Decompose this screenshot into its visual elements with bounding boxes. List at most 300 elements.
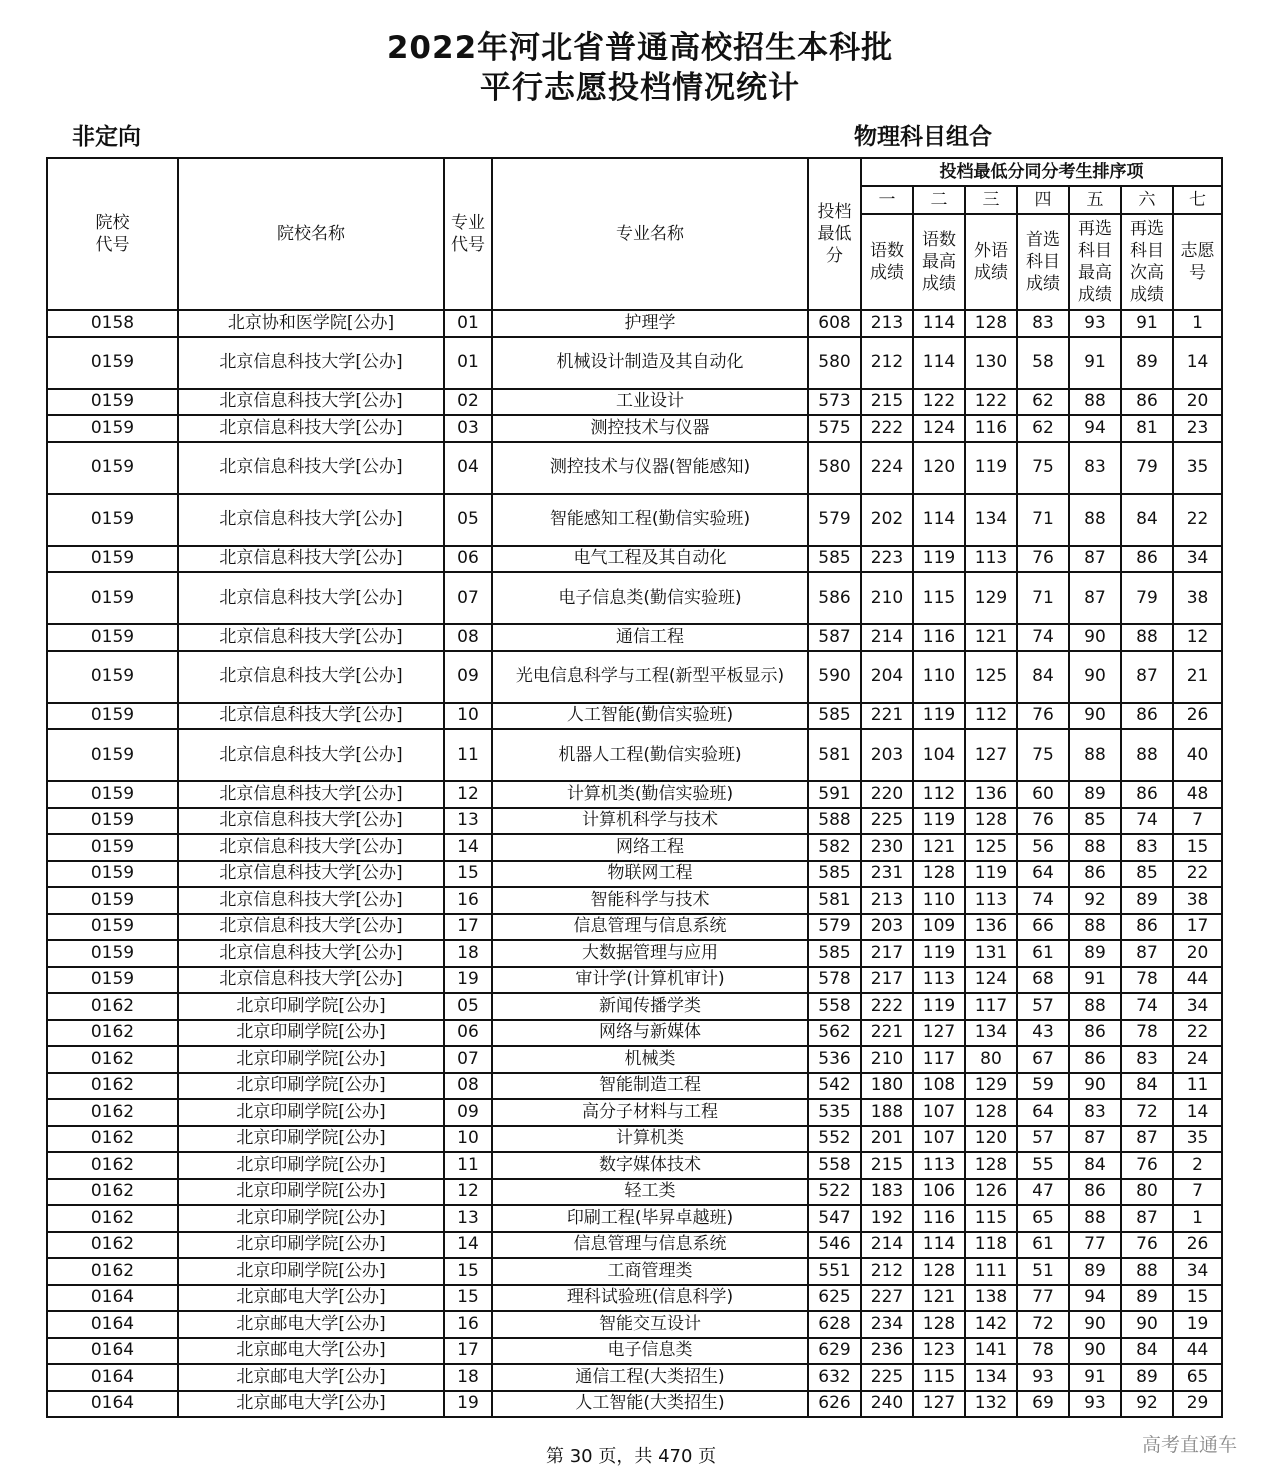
tiebreak-3-cell: 116: [965, 415, 1017, 442]
major-name-cell: 通信工程(大类招生): [492, 1364, 808, 1391]
min-score-cell: 579: [808, 494, 861, 546]
tiebreak-3-cell: 120: [965, 1126, 1017, 1153]
major-name-cell: 数字媒体技术: [492, 1152, 808, 1179]
tiebreak-7-cell: 21: [1173, 651, 1222, 703]
tiebreak-1-cell: 213: [861, 887, 913, 914]
tiebreak-4-cell: 75: [1017, 729, 1069, 781]
tiebreak-3-cell: 129: [965, 1073, 1017, 1100]
tiebreak-1-cell: 192: [861, 1205, 913, 1232]
table-row: [47, 624, 1222, 651]
table-row: [47, 914, 1222, 941]
school-name-cell: 北京信息科技大学[公办]: [178, 546, 444, 573]
major-name-cell: 高分子材料与工程: [492, 1099, 808, 1126]
header-order-6: 六: [1121, 186, 1173, 214]
school-name-cell: 北京印刷学院[公办]: [178, 1179, 444, 1206]
school-code-cell: 0159: [47, 808, 178, 835]
subject-group-label: 物理科目组合: [854, 124, 992, 150]
tiebreak-1-cell: 225: [861, 1364, 913, 1391]
tiebreak-4-cell: 62: [1017, 389, 1069, 416]
major-code-cell: 05: [444, 494, 492, 546]
tiebreak-1-cell: 214: [861, 1232, 913, 1259]
tiebreak-3-cell: 136: [965, 914, 1017, 941]
tiebreak-6-cell: 88: [1121, 624, 1173, 651]
min-score-cell: 536: [808, 1046, 861, 1073]
major-name-cell: 审计学(计算机审计): [492, 967, 808, 994]
school-code-cell: 0162: [47, 1258, 178, 1285]
tiebreak-6-cell: 89: [1121, 887, 1173, 914]
min-score-cell: 580: [808, 337, 861, 389]
tiebreak-4-cell: 76: [1017, 808, 1069, 835]
header-major-name: 专业名称: [492, 158, 808, 310]
tiebreak-3-cell: 113: [965, 887, 1017, 914]
table-row: [47, 389, 1222, 416]
min-score-cell: 585: [808, 861, 861, 888]
school-code-cell: 0159: [47, 703, 178, 730]
min-score-cell: 522: [808, 1179, 861, 1206]
tiebreak-5-cell: 83: [1069, 1099, 1121, 1126]
tiebreak-7-cell: 35: [1173, 1126, 1222, 1153]
table-row: [47, 1205, 1222, 1232]
min-score-cell: 632: [808, 1364, 861, 1391]
table-row: [47, 1046, 1222, 1073]
tiebreak-1-cell: 221: [861, 1020, 913, 1047]
min-score-cell: 575: [808, 415, 861, 442]
tiebreak-2-cell: 110: [913, 887, 965, 914]
major-code-cell: 19: [444, 967, 492, 994]
school-name-cell: 北京信息科技大学[公办]: [178, 729, 444, 781]
tiebreak-2-cell: 113: [913, 1152, 965, 1179]
major-code-cell: 16: [444, 887, 492, 914]
tiebreak-7-cell: 15: [1173, 834, 1222, 861]
tiebreak-1-cell: 222: [861, 415, 913, 442]
tiebreak-5-cell: 90: [1069, 624, 1121, 651]
tiebreak-1-cell: 210: [861, 572, 913, 624]
school-name-cell: 北京印刷学院[公办]: [178, 1073, 444, 1100]
school-code-cell: 0159: [47, 572, 178, 624]
major-code-cell: 06: [444, 546, 492, 573]
major-code-cell: 08: [444, 1073, 492, 1100]
tiebreak-3-cell: 128: [965, 1152, 1017, 1179]
tiebreak-7-cell: 34: [1173, 993, 1222, 1020]
school-code-cell: 0164: [47, 1391, 178, 1418]
min-score-cell: 586: [808, 572, 861, 624]
tiebreak-6-cell: 88: [1121, 729, 1173, 781]
school-name-cell: 北京信息科技大学[公办]: [178, 337, 444, 389]
school-name-cell: 北京邮电大学[公办]: [178, 1285, 444, 1312]
school-name-cell: 北京信息科技大学[公办]: [178, 808, 444, 835]
table-row: [47, 310, 1222, 337]
table-row: [47, 651, 1222, 703]
table-row: [47, 1073, 1222, 1100]
header-criteria-5: 再选 科目 最高 成绩: [1069, 214, 1121, 310]
school-code-cell: 0162: [47, 993, 178, 1020]
major-code-cell: 08: [444, 624, 492, 651]
tiebreak-7-cell: 65: [1173, 1364, 1222, 1391]
tiebreak-5-cell: 88: [1069, 834, 1121, 861]
min-score-cell: 590: [808, 651, 861, 703]
tiebreak-3-cell: 141: [965, 1338, 1017, 1365]
tiebreak-2-cell: 114: [913, 337, 965, 389]
header-school-code: [47, 158, 178, 310]
major-code-cell: 11: [444, 1152, 492, 1179]
min-score-cell: 608: [808, 310, 861, 337]
tiebreak-6-cell: 92: [1121, 1391, 1173, 1418]
tiebreak-5-cell: 93: [1069, 1391, 1121, 1418]
school-name-cell: 北京信息科技大学[公办]: [178, 781, 444, 808]
tiebreak-6-cell: 84: [1121, 494, 1173, 546]
tiebreak-5-cell: 88: [1069, 993, 1121, 1020]
tiebreak-5-cell: 90: [1069, 651, 1121, 703]
tiebreak-4-cell: 57: [1017, 1126, 1069, 1153]
tiebreak-4-cell: 71: [1017, 494, 1069, 546]
tiebreak-7-cell: 14: [1173, 337, 1222, 389]
tiebreak-5-cell: 88: [1069, 1205, 1121, 1232]
major-name-cell: 物联网工程: [492, 861, 808, 888]
tiebreak-6-cell: 79: [1121, 572, 1173, 624]
tiebreak-5-cell: 85: [1069, 808, 1121, 835]
min-score-cell: 585: [808, 546, 861, 573]
school-code-cell: 0159: [47, 967, 178, 994]
tiebreak-2-cell: 107: [913, 1099, 965, 1126]
tiebreak-1-cell: 212: [861, 1258, 913, 1285]
tiebreak-5-cell: 86: [1069, 861, 1121, 888]
min-score-cell: 542: [808, 1073, 861, 1100]
tiebreak-3-cell: 131: [965, 940, 1017, 967]
tiebreak-6-cell: 76: [1121, 1232, 1173, 1259]
tiebreak-4-cell: 76: [1017, 546, 1069, 573]
school-code-cell: 0159: [47, 546, 178, 573]
tiebreak-1-cell: 231: [861, 861, 913, 888]
major-name-cell: 印刷工程(毕昇卓越班): [492, 1205, 808, 1232]
tiebreak-4-cell: 58: [1017, 337, 1069, 389]
school-name-cell: 北京印刷学院[公办]: [178, 1258, 444, 1285]
major-code-cell: 17: [444, 1338, 492, 1365]
school-code-cell: 0159: [47, 781, 178, 808]
school-name-cell: 北京信息科技大学[公办]: [178, 572, 444, 624]
school-code-cell: 0159: [47, 442, 178, 494]
tiebreak-5-cell: 91: [1069, 337, 1121, 389]
tiebreak-3-cell: 122: [965, 389, 1017, 416]
header-criteria-6: 再选 科目 次高 成绩: [1121, 214, 1173, 310]
header-text: 院校 代号: [95, 213, 130, 255]
tiebreak-7-cell: 22: [1173, 1020, 1222, 1047]
major-name-cell: 测控技术与仪器(智能感知): [492, 442, 808, 494]
table-row: [47, 1364, 1222, 1391]
school-code-cell: 0159: [47, 337, 178, 389]
major-name-cell: 智能制造工程: [492, 1073, 808, 1100]
tiebreak-6-cell: 74: [1121, 993, 1173, 1020]
tiebreak-4-cell: 59: [1017, 1073, 1069, 1100]
tiebreak-2-cell: 121: [913, 834, 965, 861]
major-code-cell: 06: [444, 1020, 492, 1047]
tiebreak-7-cell: 11: [1173, 1073, 1222, 1100]
document-title-line2: 平行志愿投档情况统计: [480, 70, 800, 106]
school-code-cell: 0162: [47, 1205, 178, 1232]
major-code-cell: 16: [444, 1311, 492, 1338]
min-score-cell: 581: [808, 729, 861, 781]
tiebreak-3-cell: 138: [965, 1285, 1017, 1312]
school-name-cell: 北京信息科技大学[公办]: [178, 494, 444, 546]
tiebreak-7-cell: 19: [1173, 1311, 1222, 1338]
tiebreak-7-cell: 29: [1173, 1391, 1222, 1418]
major-code-cell: 04: [444, 442, 492, 494]
table-row: [47, 1338, 1222, 1365]
school-code-cell: 0159: [47, 415, 178, 442]
school-code-cell: 0159: [47, 624, 178, 651]
tiebreak-7-cell: 12: [1173, 624, 1222, 651]
watermark: 高考直通车: [1142, 1434, 1238, 1456]
tiebreak-3-cell: 126: [965, 1179, 1017, 1206]
min-score-cell: 588: [808, 808, 861, 835]
major-name-cell: 电子信息类(勤信实验班): [492, 572, 808, 624]
tiebreak-5-cell: 87: [1069, 546, 1121, 573]
tiebreak-4-cell: 71: [1017, 572, 1069, 624]
header-order-1: 一: [861, 186, 913, 214]
school-name-cell: 北京印刷学院[公办]: [178, 993, 444, 1020]
school-name-cell: 北京信息科技大学[公办]: [178, 415, 444, 442]
major-name-cell: 网络工程: [492, 834, 808, 861]
tiebreak-7-cell: 38: [1173, 887, 1222, 914]
table-row: [47, 967, 1222, 994]
tiebreak-7-cell: 15: [1173, 1285, 1222, 1312]
major-name-cell: 通信工程: [492, 624, 808, 651]
tiebreak-3-cell: 128: [965, 310, 1017, 337]
table-row: [47, 442, 1222, 494]
tiebreak-6-cell: 83: [1121, 1046, 1173, 1073]
category-label: 非定向: [72, 124, 141, 150]
tiebreak-7-cell: 26: [1173, 703, 1222, 730]
tiebreak-4-cell: 65: [1017, 1205, 1069, 1232]
school-name-cell: 北京信息科技大学[公办]: [178, 389, 444, 416]
tiebreak-3-cell: 125: [965, 651, 1017, 703]
major-code-cell: 19: [444, 1391, 492, 1418]
tiebreak-6-cell: 86: [1121, 914, 1173, 941]
school-code-cell: 0162: [47, 1020, 178, 1047]
school-name-cell: 北京印刷学院[公办]: [178, 1126, 444, 1153]
tiebreak-3-cell: 128: [965, 808, 1017, 835]
major-code-cell: 07: [444, 1046, 492, 1073]
major-code-cell: 17: [444, 914, 492, 941]
major-name-cell: 智能科学与技术: [492, 887, 808, 914]
tiebreak-5-cell: 91: [1069, 967, 1121, 994]
school-name-cell: 北京信息科技大学[公办]: [178, 624, 444, 651]
header-order-4: 四: [1017, 186, 1069, 214]
tiebreak-6-cell: 78: [1121, 967, 1173, 994]
tiebreak-2-cell: 119: [913, 808, 965, 835]
tiebreak-1-cell: 215: [861, 389, 913, 416]
tiebreak-2-cell: 119: [913, 993, 965, 1020]
tiebreak-4-cell: 61: [1017, 1232, 1069, 1259]
page-indicator: 第 30 页，共 470 页: [546, 1446, 717, 1467]
tiebreak-6-cell: 84: [1121, 1073, 1173, 1100]
tiebreak-3-cell: 113: [965, 546, 1017, 573]
min-score-cell: 626: [808, 1391, 861, 1418]
tiebreak-3-cell: 128: [965, 1099, 1017, 1126]
tiebreak-4-cell: 55: [1017, 1152, 1069, 1179]
tiebreak-5-cell: 86: [1069, 1046, 1121, 1073]
school-name-cell: 北京信息科技大学[公办]: [178, 940, 444, 967]
tiebreak-1-cell: 204: [861, 651, 913, 703]
tiebreak-7-cell: 26: [1173, 1232, 1222, 1259]
min-score-cell: 535: [808, 1099, 861, 1126]
tiebreak-1-cell: 217: [861, 940, 913, 967]
min-score-cell: 579: [808, 914, 861, 941]
tiebreak-6-cell: 76: [1121, 1152, 1173, 1179]
school-code-cell: 0162: [47, 1232, 178, 1259]
tiebreak-4-cell: 51: [1017, 1258, 1069, 1285]
major-name-cell: 工业设计: [492, 389, 808, 416]
school-code-cell: 0162: [47, 1073, 178, 1100]
header-criteria-1: 语数 成绩: [861, 214, 913, 310]
tiebreak-2-cell: 116: [913, 624, 965, 651]
major-name-cell: 机器人工程(勤信实验班): [492, 729, 808, 781]
major-name-cell: 计算机类: [492, 1126, 808, 1153]
tiebreak-7-cell: 24: [1173, 1046, 1222, 1073]
tiebreak-3-cell: 134: [965, 494, 1017, 546]
tiebreak-3-cell: 119: [965, 442, 1017, 494]
school-code-cell: 0159: [47, 729, 178, 781]
tiebreak-6-cell: 86: [1121, 781, 1173, 808]
table-row: [47, 729, 1222, 781]
tiebreak-6-cell: 89: [1121, 1285, 1173, 1312]
tiebreak-5-cell: 94: [1069, 415, 1121, 442]
tiebreak-1-cell: 217: [861, 967, 913, 994]
major-name-cell: 护理学: [492, 310, 808, 337]
tiebreak-6-cell: 89: [1121, 337, 1173, 389]
tiebreak-3-cell: 119: [965, 861, 1017, 888]
tiebreak-4-cell: 77: [1017, 1285, 1069, 1312]
header-criteria-2: 语数 最高 成绩: [913, 214, 965, 310]
tiebreak-7-cell: 40: [1173, 729, 1222, 781]
tiebreak-7-cell: 7: [1173, 808, 1222, 835]
table-row: [47, 781, 1222, 808]
tiebreak-5-cell: 90: [1069, 1073, 1121, 1100]
tiebreak-2-cell: 119: [913, 703, 965, 730]
tiebreak-2-cell: 107: [913, 1126, 965, 1153]
table-row: [47, 703, 1222, 730]
tiebreak-5-cell: 86: [1069, 1179, 1121, 1206]
table-row: [47, 861, 1222, 888]
tiebreak-5-cell: 77: [1069, 1232, 1121, 1259]
tiebreak-6-cell: 87: [1121, 651, 1173, 703]
major-name-cell: 信息管理与信息系统: [492, 1232, 808, 1259]
tiebreak-3-cell: 80: [965, 1046, 1017, 1073]
major-code-cell: 10: [444, 1126, 492, 1153]
tiebreak-1-cell: 223: [861, 546, 913, 573]
major-code-cell: 09: [444, 651, 492, 703]
tiebreak-4-cell: 47: [1017, 1179, 1069, 1206]
tiebreak-1-cell: 212: [861, 337, 913, 389]
major-code-cell: 01: [444, 337, 492, 389]
tiebreak-1-cell: 202: [861, 494, 913, 546]
tiebreak-1-cell: 180: [861, 1073, 913, 1100]
school-code-cell: 0164: [47, 1364, 178, 1391]
major-name-cell: 信息管理与信息系统: [492, 914, 808, 941]
tiebreak-1-cell: 188: [861, 1099, 913, 1126]
tiebreak-3-cell: 118: [965, 1232, 1017, 1259]
tiebreak-3-cell: 134: [965, 1020, 1017, 1047]
min-score-cell: 591: [808, 781, 861, 808]
tiebreak-1-cell: 236: [861, 1338, 913, 1365]
major-name-cell: 大数据管理与应用: [492, 940, 808, 967]
tiebreak-7-cell: 22: [1173, 861, 1222, 888]
table-row: [47, 993, 1222, 1020]
tiebreak-2-cell: 108: [913, 1073, 965, 1100]
major-code-cell: 01: [444, 310, 492, 337]
table-row: [47, 1099, 1222, 1126]
tiebreak-3-cell: 125: [965, 834, 1017, 861]
tiebreak-2-cell: 127: [913, 1391, 965, 1418]
tiebreak-2-cell: 122: [913, 389, 965, 416]
tiebreak-3-cell: 112: [965, 703, 1017, 730]
tiebreak-5-cell: 91: [1069, 1364, 1121, 1391]
tiebreak-1-cell: 222: [861, 993, 913, 1020]
min-score-cell: 587: [808, 624, 861, 651]
school-code-cell: 0162: [47, 1152, 178, 1179]
header-criteria-4: 首选 科目 成绩: [1017, 214, 1069, 310]
tiebreak-3-cell: 132: [965, 1391, 1017, 1418]
tiebreak-4-cell: 84: [1017, 651, 1069, 703]
tiebreak-4-cell: 83: [1017, 310, 1069, 337]
tiebreak-1-cell: 227: [861, 1285, 913, 1312]
tiebreak-7-cell: 23: [1173, 415, 1222, 442]
major-name-cell: 理科试验班(信息科学): [492, 1285, 808, 1312]
min-score-cell: 558: [808, 993, 861, 1020]
tiebreak-5-cell: 84: [1069, 1152, 1121, 1179]
tiebreak-5-cell: 86: [1069, 1020, 1121, 1047]
tiebreak-4-cell: 74: [1017, 887, 1069, 914]
major-code-cell: 15: [444, 1285, 492, 1312]
tiebreak-7-cell: 17: [1173, 914, 1222, 941]
major-name-cell: 智能感知工程(勤信实验班): [492, 494, 808, 546]
header-order-2: 二: [913, 186, 965, 214]
min-score-cell: 551: [808, 1258, 861, 1285]
tiebreak-5-cell: 83: [1069, 442, 1121, 494]
tiebreak-6-cell: 74: [1121, 808, 1173, 835]
school-code-cell: 0159: [47, 887, 178, 914]
tiebreak-2-cell: 127: [913, 1020, 965, 1047]
tiebreak-3-cell: 142: [965, 1311, 1017, 1338]
table-row: [47, 494, 1222, 546]
table-row: [47, 834, 1222, 861]
major-name-cell: 机械类: [492, 1046, 808, 1073]
school-code-cell: 0159: [47, 940, 178, 967]
tiebreak-3-cell: 136: [965, 781, 1017, 808]
tiebreak-2-cell: 117: [913, 1046, 965, 1073]
tiebreak-5-cell: 87: [1069, 1126, 1121, 1153]
min-score-cell: 628: [808, 1311, 861, 1338]
tiebreak-2-cell: 110: [913, 651, 965, 703]
tiebreak-1-cell: 183: [861, 1179, 913, 1206]
table-row: [47, 1126, 1222, 1153]
school-name-cell: 北京信息科技大学[公办]: [178, 442, 444, 494]
tiebreak-4-cell: 43: [1017, 1020, 1069, 1047]
tiebreak-4-cell: 56: [1017, 834, 1069, 861]
tiebreak-5-cell: 90: [1069, 1311, 1121, 1338]
header-criteria-3: 外语 成绩: [965, 214, 1017, 310]
school-name-cell: 北京协和医学院[公办]: [178, 310, 444, 337]
tiebreak-1-cell: 213: [861, 310, 913, 337]
tiebreak-6-cell: 86: [1121, 703, 1173, 730]
school-code-cell: 0158: [47, 310, 178, 337]
tiebreak-7-cell: 34: [1173, 1258, 1222, 1285]
tiebreak-1-cell: 201: [861, 1126, 913, 1153]
tiebreak-1-cell: 214: [861, 624, 913, 651]
tiebreak-7-cell: 44: [1173, 967, 1222, 994]
tiebreak-1-cell: 220: [861, 781, 913, 808]
tiebreak-4-cell: 64: [1017, 1099, 1069, 1126]
tiebreak-6-cell: 86: [1121, 389, 1173, 416]
